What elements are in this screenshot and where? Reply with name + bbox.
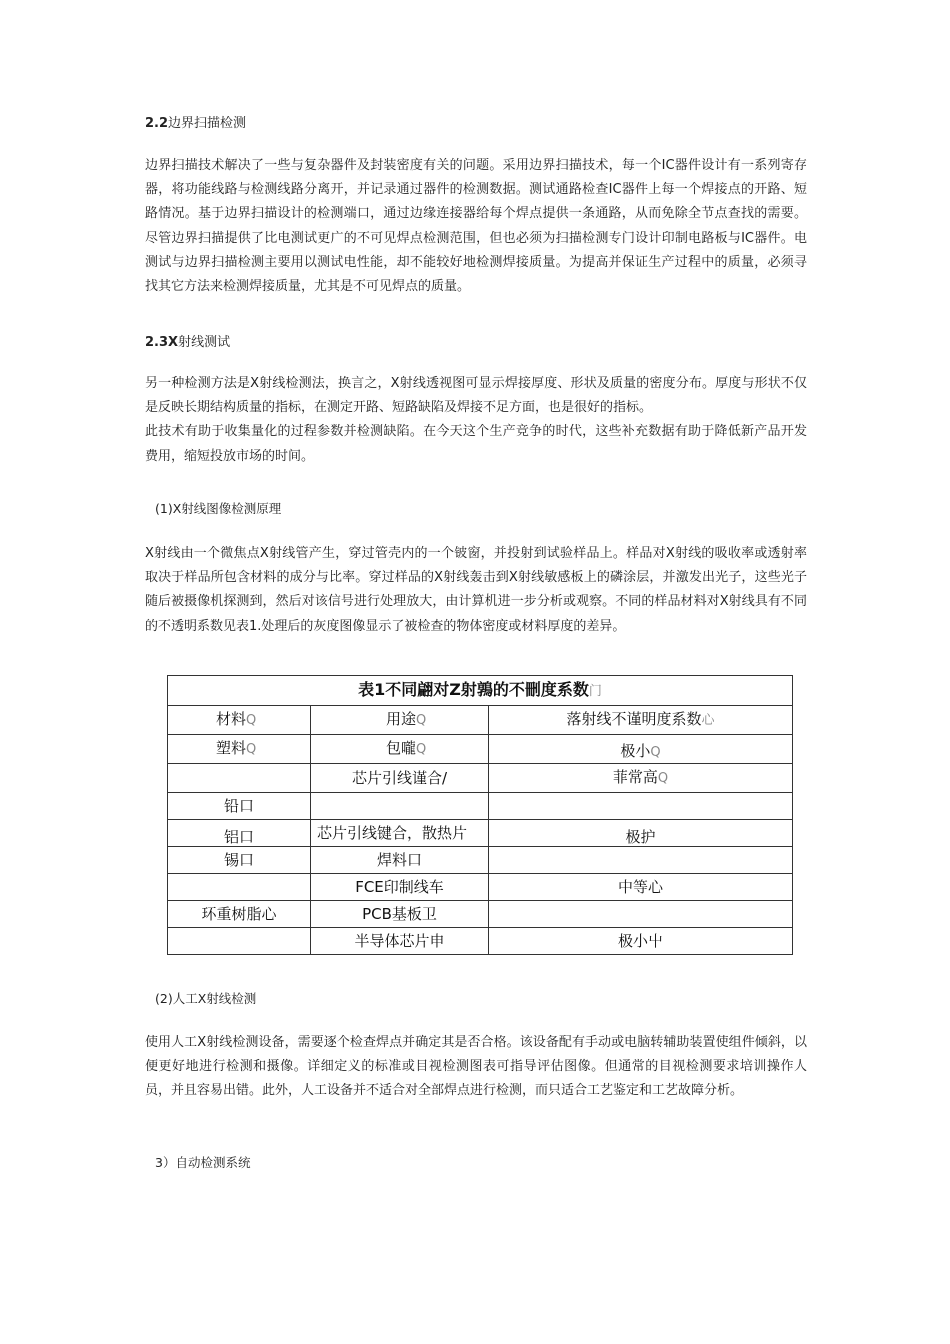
table-cell [168,764,311,793]
cell-text: 芯片引线谨合/ [351,769,448,787]
caption-mark: 门 [588,683,602,699]
table-cell [311,928,489,955]
table-cell [311,820,489,847]
table-row [168,847,793,874]
cell-text: 用途 [386,710,417,728]
cell-mark: Q [657,771,669,786]
table-cell [489,901,793,928]
table-cell [168,820,311,847]
header-cell-usage [311,706,489,735]
cell-text: 材料 [216,710,247,728]
table-cell [311,901,489,928]
table-caption [168,676,793,706]
cell-text: 焊料口 [376,851,422,869]
table-row [168,764,793,793]
table-cell [489,764,793,793]
table-cell [311,847,489,874]
cell-text: 包嚨 [386,739,417,757]
header-cell-opacity [489,706,793,735]
cell-text: 半导体芯片申 [354,932,445,950]
paragraph-xray-intro [145,372,807,469]
subheading-3: 3）自动检测系统 [155,1155,251,1170]
table-row [168,901,793,928]
section-heading-2-3 [145,331,230,350]
table-cell [489,735,793,764]
opacity-table [167,675,793,955]
table-caption-row [168,676,793,706]
cell-text: 极小屮 [618,932,664,950]
header-cell-material [168,706,311,735]
table-cell [311,793,489,820]
table-cell [168,901,311,928]
table-row [168,928,793,955]
paragraph-manual-xray [145,1031,807,1104]
caption-text: 表1不同翩对Z射鶉的不刪度系数 [358,679,589,699]
section-number: 2.3X [145,335,179,350]
section-heading-2-2 [145,112,246,131]
table-cell [311,874,489,901]
table-cell [489,820,793,847]
cell-text: 锡口 [223,851,254,869]
section-title: 边界扫描检测 [168,116,247,131]
table-row [168,793,793,820]
table-header-row [168,706,793,735]
cell-text: 落射线不谨明度系数 [566,710,702,728]
section-title: 射线测试 [178,335,231,350]
table-cell [489,793,793,820]
section-number: 2.2 [145,116,169,131]
paragraph-text: 边界扫描技术解决了一些与复杂器件及封装密度有关的问题。采用边界扫描技术，每一个IC器件设计有一系列寄存器，将功能线路与检测线路分离开，并记录通过器件的检测数据。测试通路检查IC器件上每一个焊接点的开路、短路情况。基于边界扫描设计的检测端口，通过边缘连接器给每个焊点提供一条通路，从而免除全节点查找的需要。尽管边界扫描提供了比电测试更广的不可见焊点检测范围，但也必须为扫描检测专门设计印制电路板与IC器件。电测试与边界扫描检测主要用以测试电性能，却不能较好地检测焊接质量。为提高并保证生产过程中的质量，必须寻找其它方法来检测焊接质量，尤其是不可见焊点的质量。 [145,158,807,295]
cell-text: PCB基板卫 [362,905,437,923]
cell-text: 铝口 [223,828,254,846]
paragraph-xray-principle [145,542,807,639]
table-cell [168,874,311,901]
cell-text: 环重树脂心 [201,905,277,923]
table-cell [489,847,793,874]
paragraph-text: 此技术有助于收集量化的过程参数并检测缺陷。在今天这个生产竞争的时代，这些补充数据有助于降低新产品开发费用，缩短投放市场的时间。 [145,424,807,464]
table-cell [168,793,311,820]
table-cell [168,735,311,764]
table-row [168,874,793,901]
table-cell [311,764,489,793]
cell-mark: 心 [701,713,715,728]
paragraph-text: 使用人工X射线检测设备，需要逐个检查焊点并确定其是否合格。该设备配有手动或电脑转辅助装置使组件倾斜，以便更好地进行检测和摄像。详细定义的标准或目视检测图表可指导评估图像。但通常的目视检测要求培训操作人员，并且容易出错。此外，人工设备并不适合对全部焊点进行检测，而只适合工艺鉴定和工艺故障分析。 [145,1035,807,1099]
table-cell [168,847,311,874]
table-row [168,820,793,847]
cell-mark: Q [246,713,257,728]
cell-text: 中等心 [618,878,664,896]
table-cell [489,928,793,955]
cell-mark: Q [416,713,427,728]
paragraph-boundary-scan [145,154,807,299]
table-cell [168,928,311,955]
cell-text: 极小 [620,742,651,760]
table-row [168,735,793,764]
cell-text: 芯片引线键合，散热片 [317,824,468,842]
table-cell [489,874,793,901]
cell-text: 铅口 [223,797,254,815]
cell-mark: Q [650,745,661,760]
cell-text: 菲常高 [612,768,658,786]
paragraph-text: X射线由一个微焦点X射线管产生，穿过管壳内的一个铍窗，并投射到试验样品上。样品对X射线的吸收率或透射率取决于样品所包含材料的成分与比率。穿过样品的X射线轰击到X射线敏感板上的磷涂层，并激发出光子，这些光子随后被摄像机探测到，然后对该信号进行处理放大，由计算机进一步分析或观察。不同的样品材料对X射线具有不同的不透明系数见表1.处理后的灰度图像显示了被检查的物体密度或材料厚度的差异。 [145,546,807,634]
subheading-2: (2)人工X射线检测 [155,991,257,1006]
cell-mark: Q [246,742,257,757]
cell-text: 塑料 [216,739,247,757]
cell-text: FCE印制线车 [355,878,444,896]
cell-text: 极护 [625,828,656,846]
table-cell [311,735,489,764]
subheading-1: (1)X射线图像检测原理 [155,501,282,516]
cell-mark: Q [416,742,427,757]
paragraph-text: 另一种检测方法是X射线检测法，换言之，X射线透视图可显示焊接厚度、形状及质量的密度分布。厚度与形状不仅是反映长期结构质量的指标，在测定开路、短路缺陷及焊接不足方面，也是很好的指标。 [145,376,807,416]
